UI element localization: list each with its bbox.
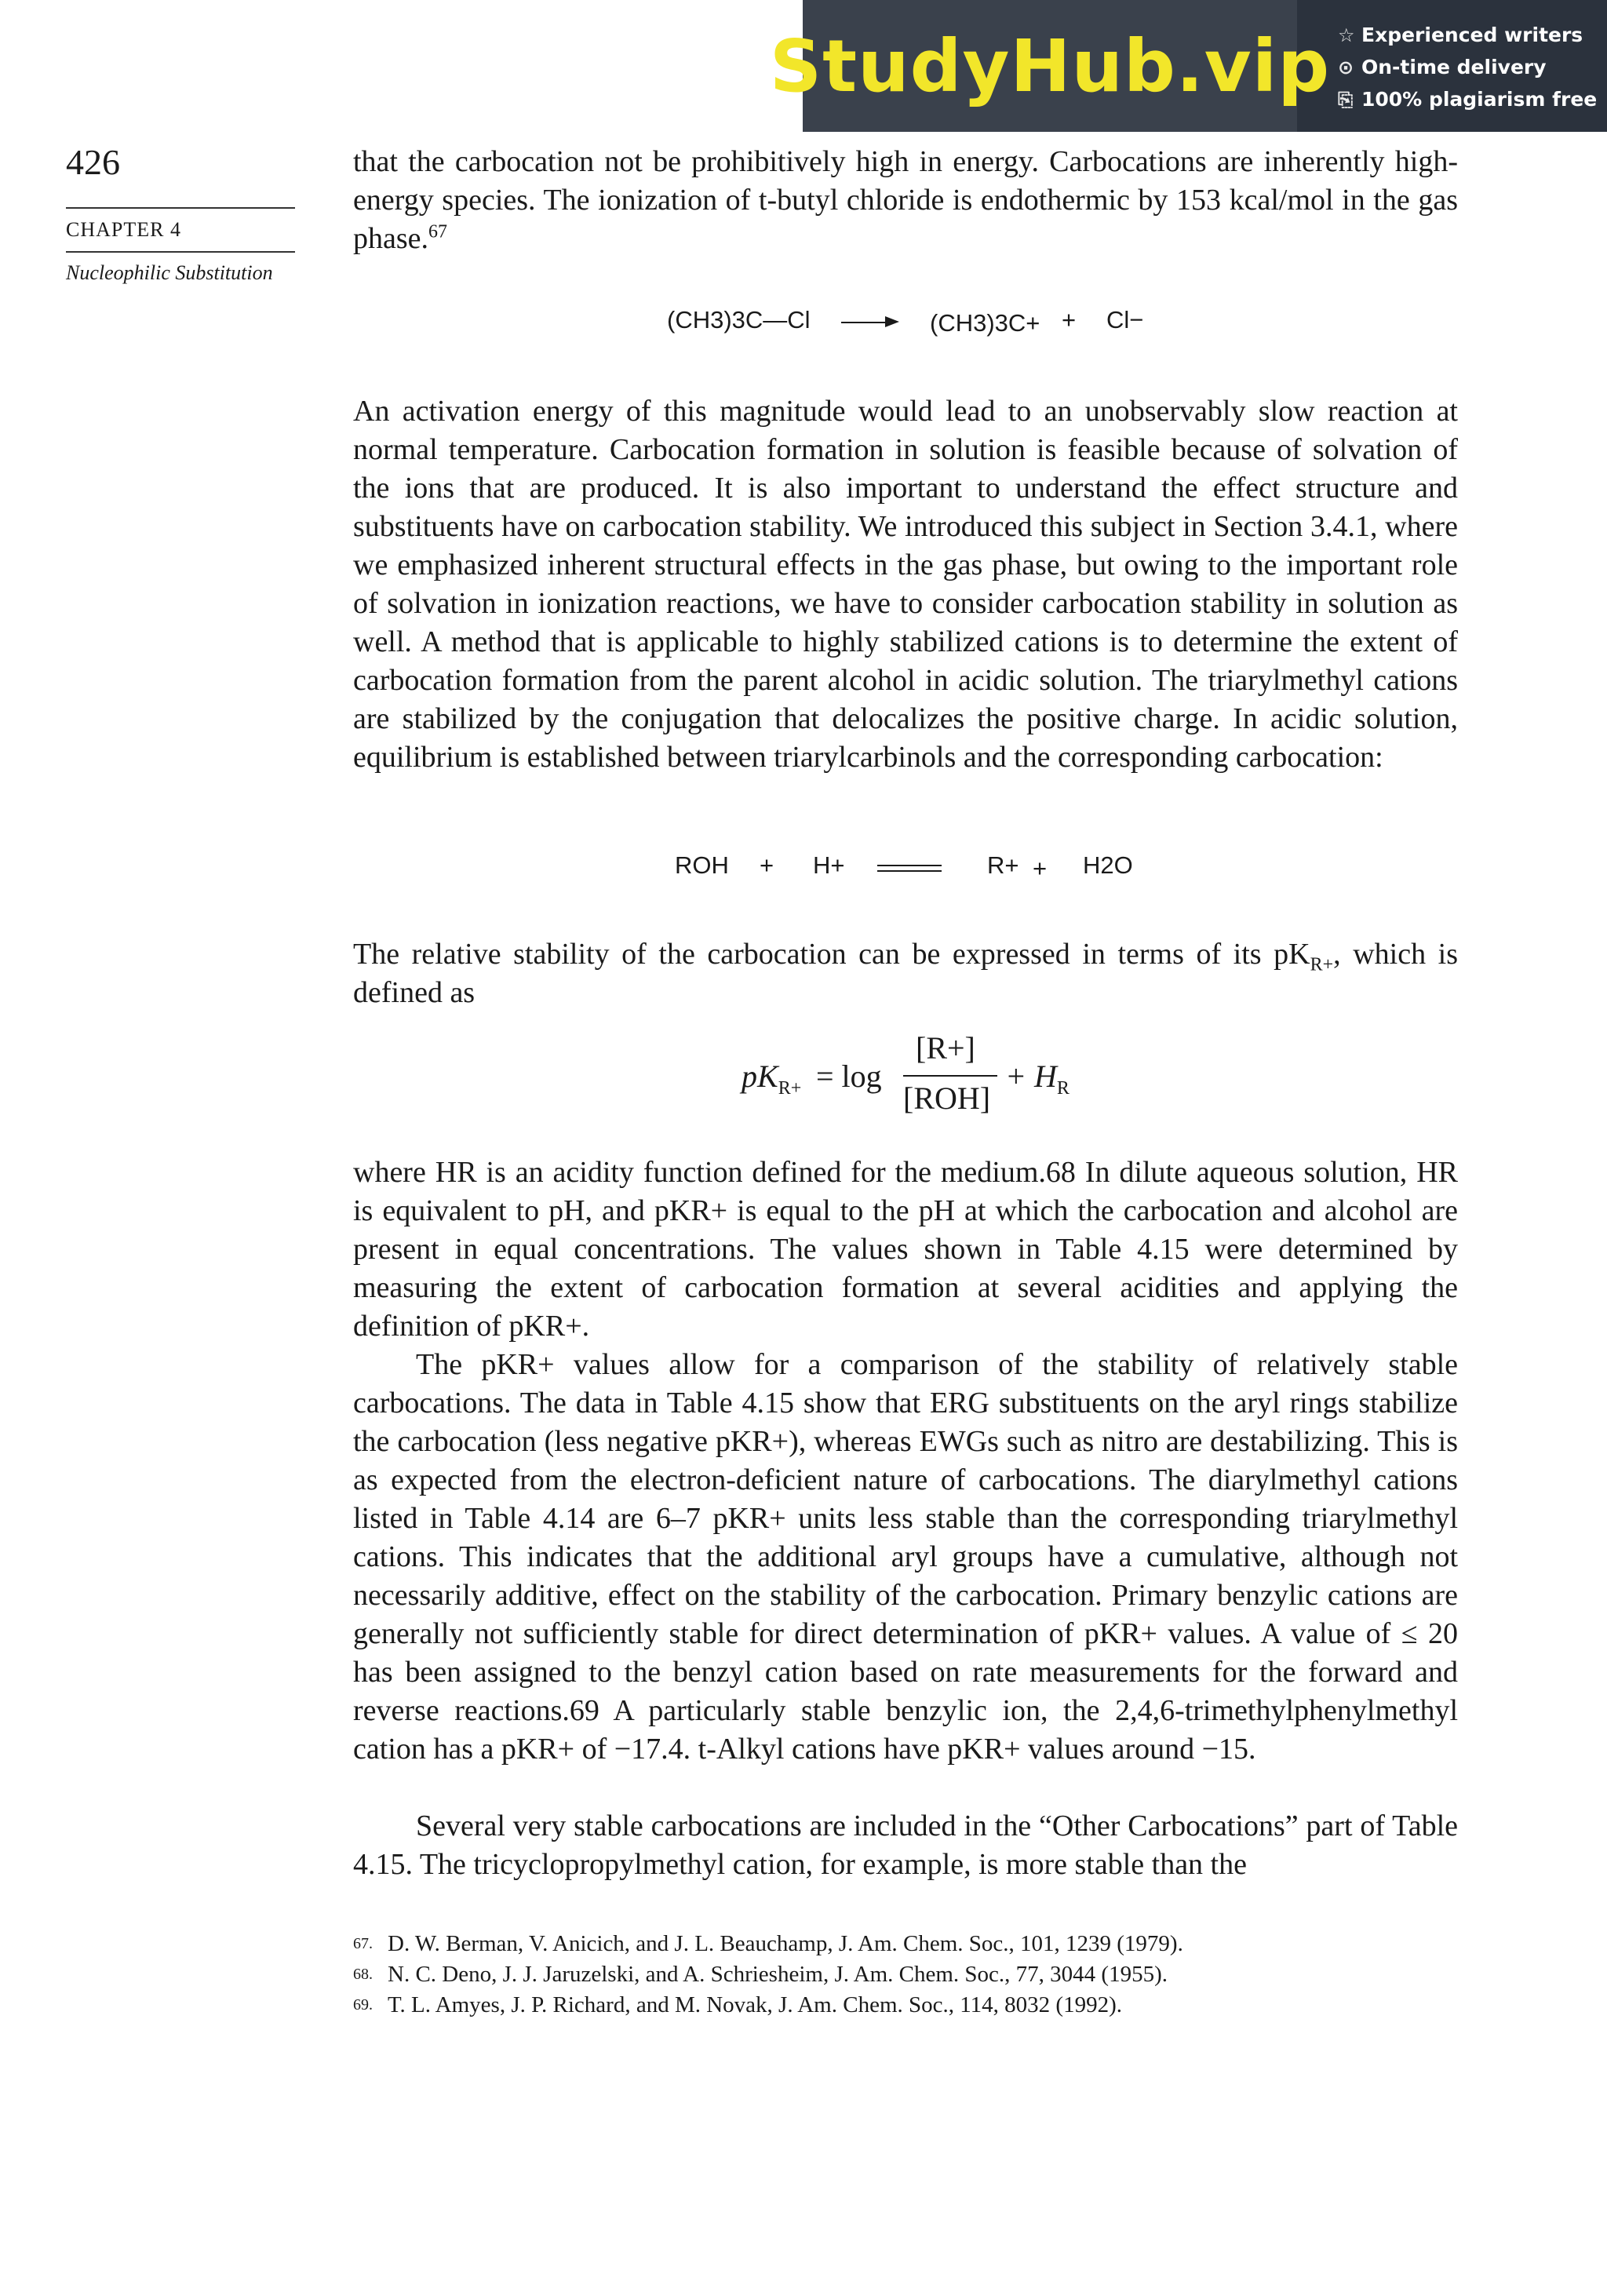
paragraph-text: Several very stable carbocations are included in the “Other Carbocations” part of Table 4.15. The tricyclopropylmethyl cation, for example, is more stable than the <box>353 1809 1458 1881</box>
banner-feature <box>1338 83 1607 115</box>
divider <box>66 251 295 253</box>
paragraph <box>353 935 1458 1012</box>
eq3-log: = log <box>816 1059 882 1094</box>
paragraph-text: where HR is an acidity function defined for the medium.68 In dilute aqueous solution, HR is equivalent to pH, and pKR+ is equal to the pH at which the carbocation and alcohol are present in equal concentrations. The values shown in Table 4.15 were determined by measuring the extent of carbocation formation at several acidities and applying the definition of pKR+. <box>353 1156 1458 1343</box>
eq1-product2: Cl− <box>1106 306 1144 333</box>
banner-feature-label: Experienced writers <box>1361 24 1583 46</box>
footnote-text: D. W. Berman, V. Anicich, and J. L. Beauchamp, J. Am. Chem. Soc., 101, 1239 (1979). <box>388 1931 1183 1956</box>
equilibrium-arrow-bottom <box>877 870 942 872</box>
fraction-bar <box>903 1075 997 1077</box>
footnote <box>353 1929 1467 1959</box>
eq3-lhs: pK <box>742 1059 778 1094</box>
equation-equilibrium <box>675 851 1146 891</box>
eq2-a: ROH <box>675 851 729 879</box>
divider <box>66 207 295 209</box>
paragraph <box>353 1153 1458 1346</box>
page-number: 426 <box>66 142 120 182</box>
footnote-number: 69. <box>353 1996 373 2014</box>
footnote <box>353 1959 1467 1990</box>
banner-feature <box>1338 19 1607 51</box>
eq3-rhs: + H <box>1005 1059 1057 1094</box>
eq2-c: R+ <box>987 851 1019 879</box>
paragraph-text <box>353 143 1458 258</box>
clock-icon: ⊙ <box>1338 56 1354 78</box>
para3-text: The relative stability of the carbocation can be expressed in terms of its pK <box>353 938 1310 971</box>
equilibrium-arrow-top <box>877 865 942 866</box>
paragraph <box>353 1807 1458 1884</box>
paragraph <box>353 1346 1458 1769</box>
eq3-denominator: [ROH] <box>903 1081 991 1116</box>
eq3-rhs-sub: R <box>1056 1078 1070 1099</box>
footnote-text: N. C. Deno, J. J. Jaruzelski, and A. Schriesheim, J. Am. Chem. Soc., 77, 3044 (1955). <box>388 1962 1168 1987</box>
eq2-plus1: + <box>760 851 774 879</box>
eq3-numerator: [R+] <box>916 1030 975 1066</box>
arrowhead-icon <box>885 316 899 327</box>
copy-icon: ⎘ <box>1338 88 1354 111</box>
equation-ionization <box>667 306 1144 345</box>
eq3-lhs-sub: R+ <box>778 1078 802 1099</box>
eq1-plus: + <box>1062 306 1077 333</box>
star-icon: ☆ <box>1338 24 1355 46</box>
section-label: Nucleophilic Substitution <box>66 261 273 284</box>
footnote-ref: 67 <box>428 221 448 242</box>
paragraph <box>353 392 1458 777</box>
banner-feature-label: On-time delivery <box>1361 56 1547 78</box>
banner-feature-label: 100% plagiarism free <box>1361 88 1598 111</box>
paragraph-text <box>353 935 1458 1012</box>
footnote-number: 68. <box>353 1966 373 1983</box>
ad-banner[interactable] <box>769 0 1607 132</box>
footnote-number: 67. <box>353 1935 373 1952</box>
eq2-plus2: + <box>1033 855 1048 882</box>
banner-feature <box>1338 51 1607 83</box>
paragraph-text: The pKR+ values allow for a comparison of the stability of relatively stable carbocations. The data in Table 4.15 show that ERG substituents on the aryl rings stabilize the carbocation (less negative pKR+), whereas EWGs such as nitro are destabilizing. This is as expected from the electron-deficient nature of carbocations. The diarylmethyl cations listed in Table 4.14 are 6–7 pKR+ units less stable than the corresponding triarylmethyl cations. This indicates that the additional aryl groups have a cumulative, although not necessarily additive, effect on the stability of the carbocation. Primary benzylic cations are generally not sufficiently stable for direct determination of pKR+ values. A value of ≤ 20 has been assigned to the benzyl cation based on rate measurements for the forward and reverse reactions.69 A particularly stable benzylic ion, the 2,4,6-trimethylphenylmethyl cation has a pKR+ of −17.4. t-Alkyl cations have pKR+ values around −15. <box>353 1348 1458 1766</box>
eq2-d: H2O <box>1083 851 1133 879</box>
chapter-label: CHAPTER 4 <box>66 218 181 241</box>
equation-pkr <box>742 1030 1087 1124</box>
footnotes <box>353 1929 1467 2021</box>
paragraph <box>353 143 1458 258</box>
eq2-b: H+ <box>813 851 845 879</box>
para1-text: that the carbocation not be prohibitively high in energy. Carbocations are inherently high-energy species. The ionization of t-butyl chloride is endothermic by 153 kcal/mol in the gas phase. <box>353 145 1458 255</box>
studyhub-logo[interactable]: StudyHub.vip <box>803 0 1297 132</box>
subscript: R+ <box>1310 954 1334 975</box>
eq1-product1: (CH3)3C+ <box>930 309 1040 337</box>
paragraph-text: An activation energy of this magnitude would lead to an unobservably slow reaction at normal temperature. Carbocation formation in solution is feasible because of solvation of the ions that are produced. It is also important to understand the effect structure and substituents have on carbocation stability. We introduced this subject in Section 3.4.1, where we emphasized inherent structural effects in the gas phase, but owing to the important role of solvation in ionization reactions, we have to consider carbocation stability in solution as well. A method that is applicable to highly stabilized cations is to determine the extent of carbocation formation from the parent alcohol in acidic solution. The triarylmethyl cations are stabilized by the conjugation that delocalizes the positive charge. In acidic solution, equilibrium is established between triarylcarbinols and the corresponding carbocation: <box>353 395 1458 774</box>
footnote <box>353 1990 1467 2021</box>
footnote-text: T. L. Amyes, J. P. Richard, and M. Novak, J. Am. Chem. Soc., 114, 8032 (1992). <box>388 1992 1123 2017</box>
banner-features <box>1297 0 1607 132</box>
reaction-arrow <box>841 322 887 323</box>
para3-text-end: , which is defined as <box>353 938 1458 1009</box>
eq1-reactant: (CH3)3C—Cl <box>667 306 811 333</box>
